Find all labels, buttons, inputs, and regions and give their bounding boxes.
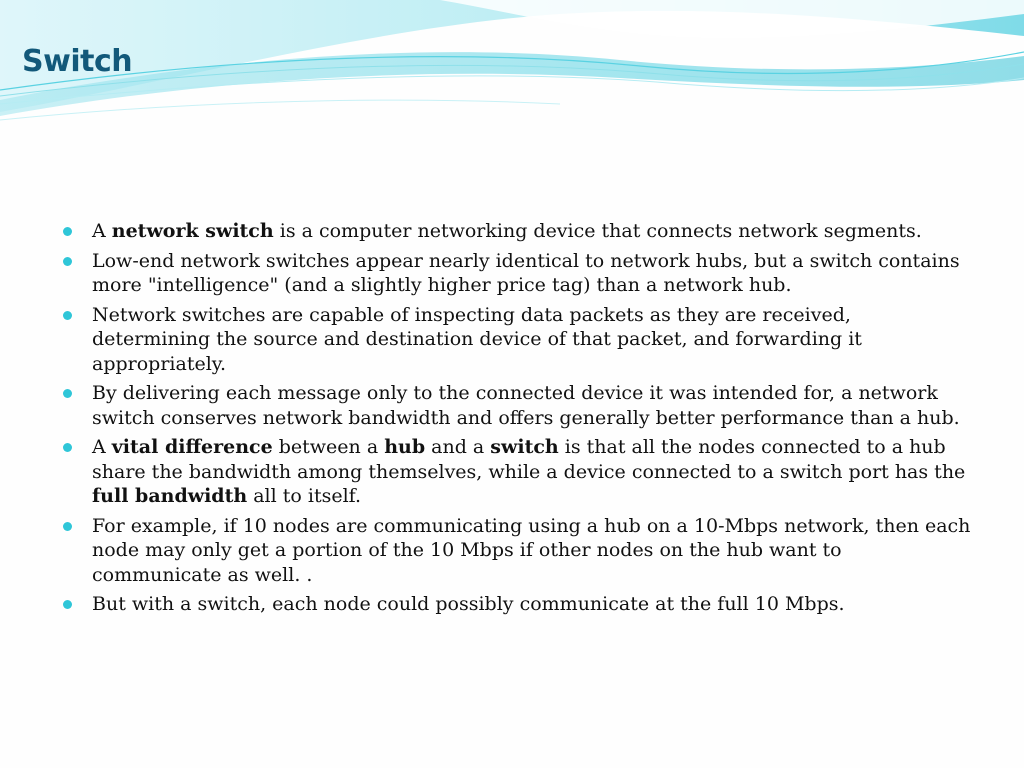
bullet-dot-icon [63, 311, 72, 320]
bullet-dot-icon [63, 522, 72, 531]
bold-term: full bandwidth [92, 485, 248, 507]
bold-term: vital difference [111, 436, 273, 458]
bullet-dot-icon [63, 389, 72, 398]
header-wave-decoration [0, 0, 1024, 130]
list-item: By delivering each message only to the connected device it was intended for, a network switch conserves network bandwidth and offers generally better performance than a hub. [62, 381, 972, 430]
bullet-dot-icon [63, 443, 72, 452]
list-item: For example, if 10 nodes are communicating using a hub on a 10-Mbps network, then each node may only get a portion of the 10 Mbps if other nodes on the hub want to communicate as well. . [62, 514, 972, 588]
bullet-dot-icon [63, 227, 72, 236]
bold-term: hub [384, 436, 426, 458]
bullet-list [62, 219, 972, 622]
slide-title: Switch [22, 44, 133, 79]
bold-term: network switch [111, 220, 274, 242]
bullet-dot-icon [63, 600, 72, 609]
list-item: A network switch is a computer networking device that connects network segments. [62, 219, 972, 244]
list-item: Network switches are capable of inspecting data packets as they are received, determining the source and destination device of that packet, and forwarding it appropriately. [62, 303, 972, 377]
list-item: Low-end network switches appear nearly identical to network hubs, but a switch contains more "intelligence" (and a slightly higher price tag) than a network hub. [62, 249, 972, 298]
bullet-dot-icon [63, 257, 72, 266]
list-item: But with a switch, each node could possibly communicate at the full 10 Mbps. [62, 592, 972, 617]
list-item: A vital difference between a hub and a switch is that all the nodes connected to a hub share the bandwidth among themselves, while a device connected to a switch port has the full bandwidth all to itself. [62, 435, 972, 509]
bold-term: switch [490, 436, 559, 458]
